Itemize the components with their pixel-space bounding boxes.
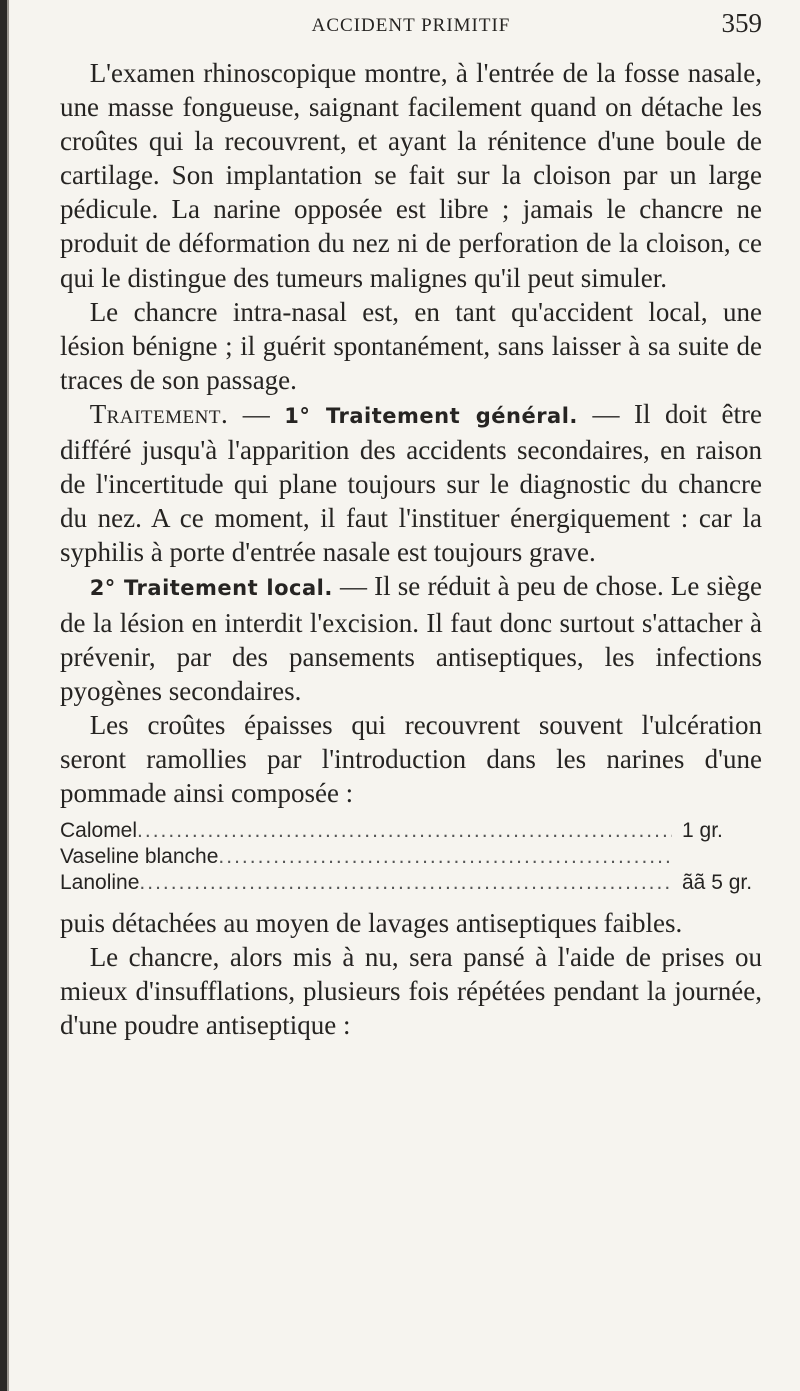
page-edge-line <box>7 0 9 1391</box>
leader-dots <box>218 844 672 870</box>
ingredient-quantity: ãã 5 gr. <box>682 871 753 895</box>
dash: — <box>228 398 285 429</box>
ingredient-name: Vaseline blanche <box>60 845 219 869</box>
general-treatment-text: Il doit être différé jusqu'à l'apparition des accidents secondaires, en raison de l'incertitude qui plane toujours sur le diagnostic du chancre du nez. A ce moment, il faut l'instituer énergiquement : car la syphilis à porte d'entrée nasale est toujours grave. <box>60 398 763 568</box>
body-text <box>60 56 762 1042</box>
ingredient-name: Calomel <box>60 819 138 843</box>
local-treatment-text: Il se réduit à peu de chose. Le siège de la lésion en interdit l'excision. Il faut donc surtout s'attacher à prévenir, par des pansements antiseptiques, les infections pyogènes secondaires. <box>60 571 763 706</box>
page-edge <box>0 0 7 1391</box>
local-treatment-heading: 2° Traitement local. <box>89 576 333 601</box>
leader-dots <box>139 870 672 896</box>
dash: — <box>577 398 634 429</box>
paragraph-benign-lesion: Le chancre intra-nasal est, en tant qu'accident local, une lésion bénigne ; il guérit spontanément, sans laisser à sa suite de traces de son passage. <box>60 296 762 395</box>
paragraph-general-treatment <box>60 397 762 569</box>
ingredient-quantity: 1 gr. <box>682 819 723 843</box>
paragraph-examination: L'examen rhinoscopique montre, à l'entrée de la fosse nasale, une masse fongueuse, saignant facilement quand on détache les croûtes qui la recouvrent, et ayant la rénitence d'une boule de cartilage. Son implantation se fait sur la cloison par un large pédicule. La narine opposée est libre ; jamais le chancre ne produit de déformation du nez ni de perforation de la cloison, ce qui le distingue des tumeurs malignes qu'il peut simuler. <box>60 58 762 293</box>
treatment-label: Traitement. <box>89 398 229 429</box>
leader-dots <box>137 818 672 844</box>
general-treatment-heading: 1° Traitement général. <box>284 403 578 428</box>
formula-row <box>60 870 762 896</box>
paragraph-local-treatment <box>60 569 762 707</box>
formula-row <box>60 844 762 870</box>
formula-row <box>60 818 762 844</box>
ingredient-name: Lanoline <box>60 871 140 895</box>
paragraph-dressing: Le chancre, alors mis à nu, sera pansé à l'aide de prises ou mieux d'insufflations, plusieurs fois répétées pendant la journée, d'une poudre antiseptique : <box>60 942 762 1041</box>
ointment-formula <box>60 810 762 906</box>
running-head: ACCIDENT PRIMITIF <box>311 15 511 36</box>
dash: — <box>332 571 375 602</box>
paragraph-washing: puis détachées au moyen de lavages antiseptiques faibles. <box>60 908 683 939</box>
paragraph-crusts: Les croûtes épaisses qui recouvrent souvent l'ulcération seront ramollies par l'introduction dans les narines d'une pommade ainsi composée : <box>60 709 762 808</box>
page-number: 359 <box>721 8 762 38</box>
page-header <box>60 0 762 50</box>
